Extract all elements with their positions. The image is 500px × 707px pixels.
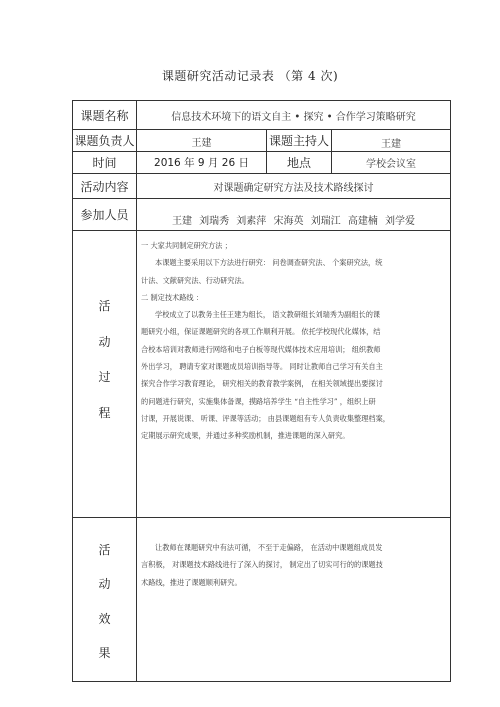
process-label-char: 过 <box>98 370 111 385</box>
topic-value: 信息技术环境下的语文自主 • 探究 • 合作学习策略研究 <box>171 111 416 123</box>
participants-label: 参加人员 <box>80 208 129 222</box>
leader-value: 王建 <box>191 138 212 149</box>
time-label: 时间 <box>92 156 117 170</box>
place-value: 学校会议室 <box>366 159 416 170</box>
participants-value: 王建 刘瑞秀 刘素萍 宋海英 刘瑞江 高建楠 刘学爱 <box>171 215 416 227</box>
topic-label: 课题名称 <box>80 108 129 123</box>
row-divider <box>73 230 450 231</box>
page-title: 课题研究活动记录表 （第 4 次) <box>161 69 339 83</box>
effect-line: 术路线，推进了课题顺利研究。 <box>141 577 242 587</box>
process-line: 定期展示研究成果，并通过多种奖励机制，推进课题的深入研究。 <box>141 431 350 441</box>
process-line: 题研究小组，保证课题研究的各项工作顺利开展。 依托学校现代化媒体，结 <box>141 327 381 337</box>
effect-label-char: 动 <box>98 577 111 592</box>
process-label-char: 活 <box>98 299 111 313</box>
host-label: 课题主持人 <box>268 134 329 148</box>
process-label-char: 程 <box>98 405 111 420</box>
process-line: 合校本培训对教师进行网络和电子白板等现代媒体技术应用培训； 组织教师 <box>141 344 381 354</box>
process-line: 二 制定技术路线 ： <box>141 292 204 302</box>
process-line: 本课题主要采用以下方法进行研究： 问卷调查研究法、 个案研究法，统 <box>155 258 383 268</box>
process-line: 一 大家共同制定研究方法 ； <box>141 241 232 250</box>
effect-label-char: 活 <box>98 543 111 557</box>
process-label-char: 动 <box>98 334 111 349</box>
effect-label-char: 效 <box>98 611 111 626</box>
process-line: 计法、文献研究法、行动研究法。 <box>141 275 249 285</box>
process-line: 学校成立了以教务主任王建为组长， 语文教研组长刘瑞秀为副组长的课 <box>155 310 381 320</box>
row-divider <box>73 517 450 518</box>
process-line: 探究合作学习教育理论， 研究相关的教育教学案例， 在相关领域提出要探讨 <box>141 379 383 389</box>
effect-label-char: 果 <box>98 645 111 660</box>
effect-line: 让教师在课题研究中有法可循， 不至于走偏路， 在活动中课题组成员发 <box>155 543 383 552</box>
record-table <box>72 100 451 682</box>
effect-label <box>73 541 136 661</box>
content-label: 活动内容 <box>80 179 129 194</box>
process-line: 外出学习， 聘请专家对课题成员培训指导等。 同时让教师自己学习有关自主 <box>141 362 383 372</box>
process-line: 的问题进行研究，实施集体备课，摸路培养学生 “自主性学习” ，组织上研 <box>141 396 376 406</box>
leader-label: 课题负责人 <box>74 134 135 148</box>
process-text <box>141 237 447 445</box>
process-line: 讨课，开展说课、 听课、评课等活动； 由县课题组有专人负责收集整理档案， <box>141 413 390 423</box>
content-value: 对课题确定研究方法及技术路线探讨 <box>213 182 374 194</box>
time-value: 2016 年 9 月 26 日 <box>154 157 249 169</box>
host-value: 王建 <box>381 138 401 150</box>
process-label <box>73 297 136 421</box>
effect-line: 言积极， 对课题技术路线进行了深入的探讨， 制定出了切实可行的的课题技 <box>141 560 383 570</box>
place-label: 地点 <box>286 156 311 170</box>
effect-text <box>141 539 447 591</box>
